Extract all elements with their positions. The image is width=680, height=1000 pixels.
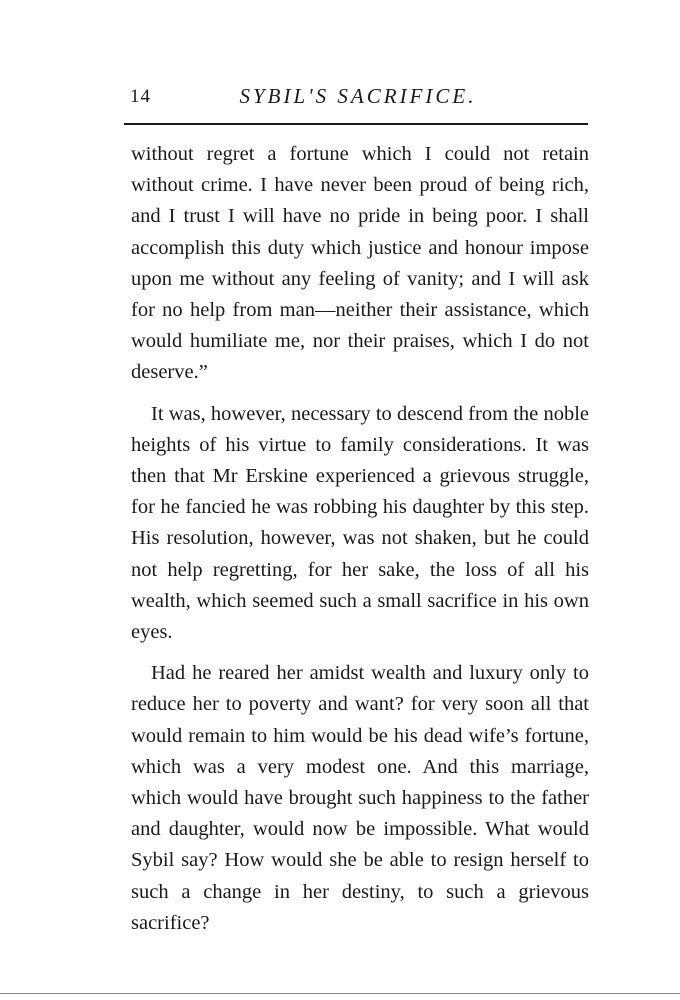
page-bottom-edge: [0, 993, 680, 994]
paragraph-3: Had he reared her amidst wealth and luxury only to reduce her to poverty and want? for very soon all that would remain to him would be his dead wife’s fortune, which was a very modest one. And this marriage, which would have brought such happiness to the father and daughter, would now be impossible. What would Sybil say? How would she be able to resign herself to such a change in her destiny, to such a grievous sacrifice?: [131, 662, 589, 934]
header-rule: [124, 123, 588, 125]
running-title: SYBIL'S SACRIFICE.: [239, 84, 477, 108]
paragraph-2: It was, however, necessary to descend from the noble heights of his virtue to family considerations. It was then that Mr Erskine experienced a grievous struggle, for he fancied he was robbing his daughter by this step. His resolution, however, was not shaken, but he could not help regretting, for her sake, the loss of all his wealth, which seemed such a small sacrifice in his own eyes.: [131, 402, 589, 644]
running-head: [130, 84, 586, 114]
body-text: [131, 139, 589, 939]
page-number: 14: [130, 86, 151, 107]
paragraph-1: without regret a fortune which I could not retain without crime. I have never been proud of being rich, and I trust I will have no pride in being poor. I shall accomplish this duty which justice and honour impose upon me without any feeling of vanity; and I will ask for no help from man—neither their assistance, which would humiliate me, nor their praises, which I do not deserve.”: [131, 143, 589, 384]
